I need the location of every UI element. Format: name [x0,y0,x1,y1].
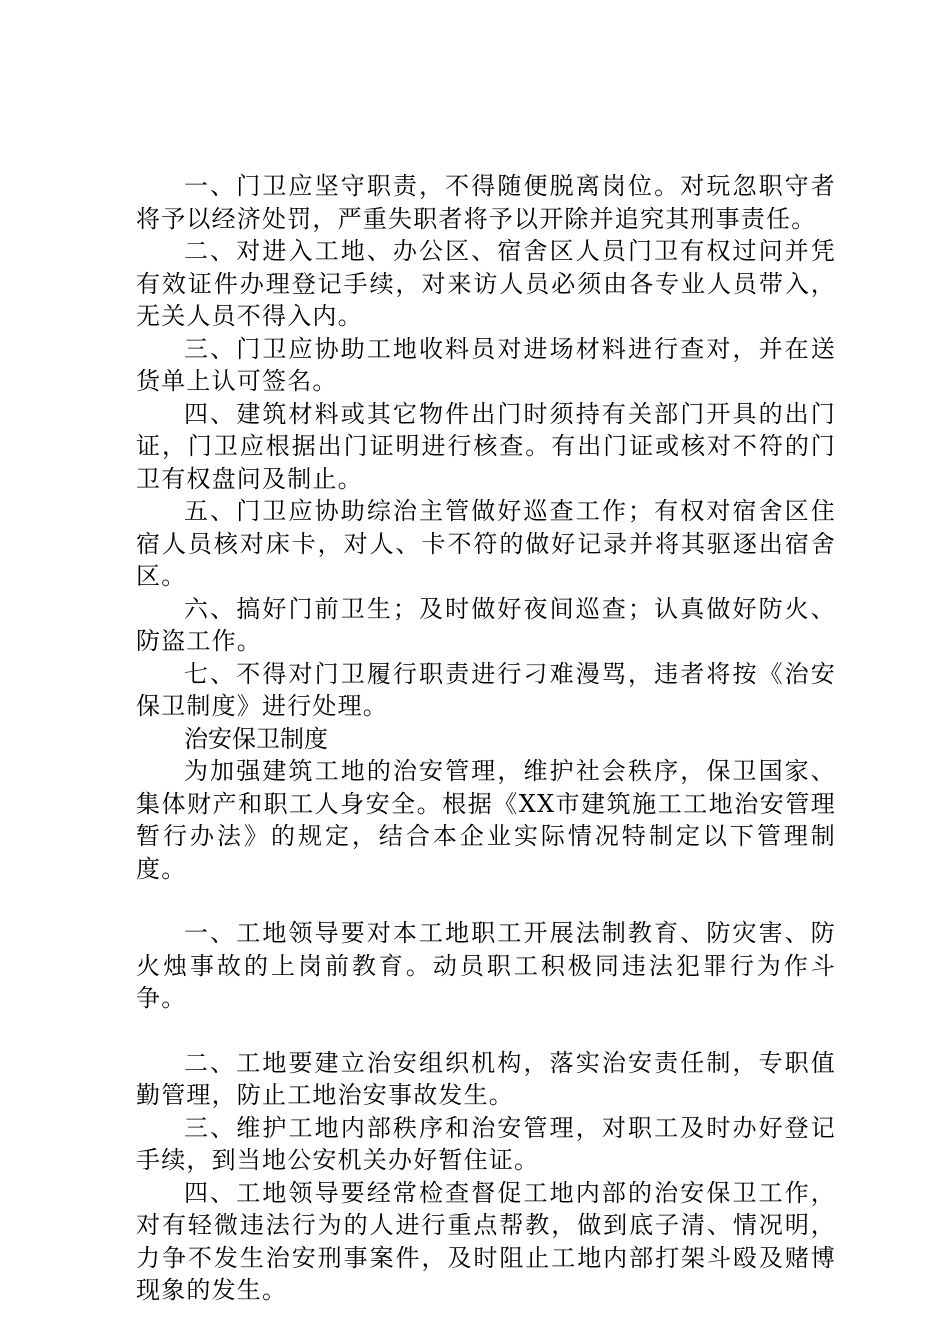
paragraph-gatekeeper-rule-1: 一、门卫应坚守职责，不得随便脱离岗位。对玩忽职守者将予以经济处罚，严重失职者将予以开除并追究其刑事责任。 [136,172,836,233]
paragraph-security-rule-4: 四、工地领导要经常检查督促工地内部的治安保卫工作，对有轻微违法行为的人进行重点帮教，做到底子清、情况明，力争不发生治安刑事案件，及时阻止工地内部打架斗殴及赌博现象的发生。 [136,1178,836,1304]
paragraph-gatekeeper-rule-7: 七、不得对门卫履行职责进行刁难漫骂，违者将按《治安保卫制度》进行处理。 [136,659,836,720]
document-body [136,170,836,1307]
paragraph-gatekeeper-rule-4: 四、建筑材料或其它物件出门时须持有关部门开具的出门证，门卫应根据出门证明进行核查。有出门证或核对不符的门卫有权盘问及制止。 [136,399,836,493]
blank-line [136,885,836,917]
paragraph-security-rule-1: 一、工地领导要对本工地职工开展法制教育、防灾害、防火烛事故的上岗前教育。动员职工积极同违法犯罪行为作斗争。 [136,919,836,1012]
blank-line [136,1015,836,1047]
paragraph-gatekeeper-rule-5: 五、门卫应协助综治主管做好巡查工作；有权对宿舍区住宿人员核对床卡，对人、卡不符的做好记录并将其驱逐出宿舍区。 [136,497,836,590]
paragraph-security-rule-2: 二、工地要建立治安组织机构，落实治安责任制，专职值勤管理，防止工地治安事故发生。 [136,1048,836,1109]
paragraph-security-intro: 为加强建筑工地的治安管理，维护社会秩序，保卫国家、集体财产和职工人身安全。根据《XX市建筑施工工地治安管理暂行办法》的规定，结合本企业实际情况特制定以下管理制度。 [136,757,836,883]
paragraph-gatekeeper-rule-3: 三、门卫应协助工地收料员对进场材料进行查对，并在送货单上认可签名。 [136,334,836,395]
paragraph-gatekeeper-rule-2: 二、对进入工地、办公区、宿舍区人员门卫有权过问并凭有效证件办理登记手续，对来访人员必须由各专业人员带入，无关人员不得入内。 [136,237,836,330]
paragraph-gatekeeper-rule-6: 六、搞好门前卫生；及时做好夜间巡查；认真做好防火、防盗工作。 [136,594,836,655]
section-title: 治安保卫制度 [184,724,328,753]
paragraph-security-rule-3: 三、维护工地内部秩序和治安管理，对职工及时办好登记手续，到当地公安机关办好暂住证。 [136,1113,836,1174]
